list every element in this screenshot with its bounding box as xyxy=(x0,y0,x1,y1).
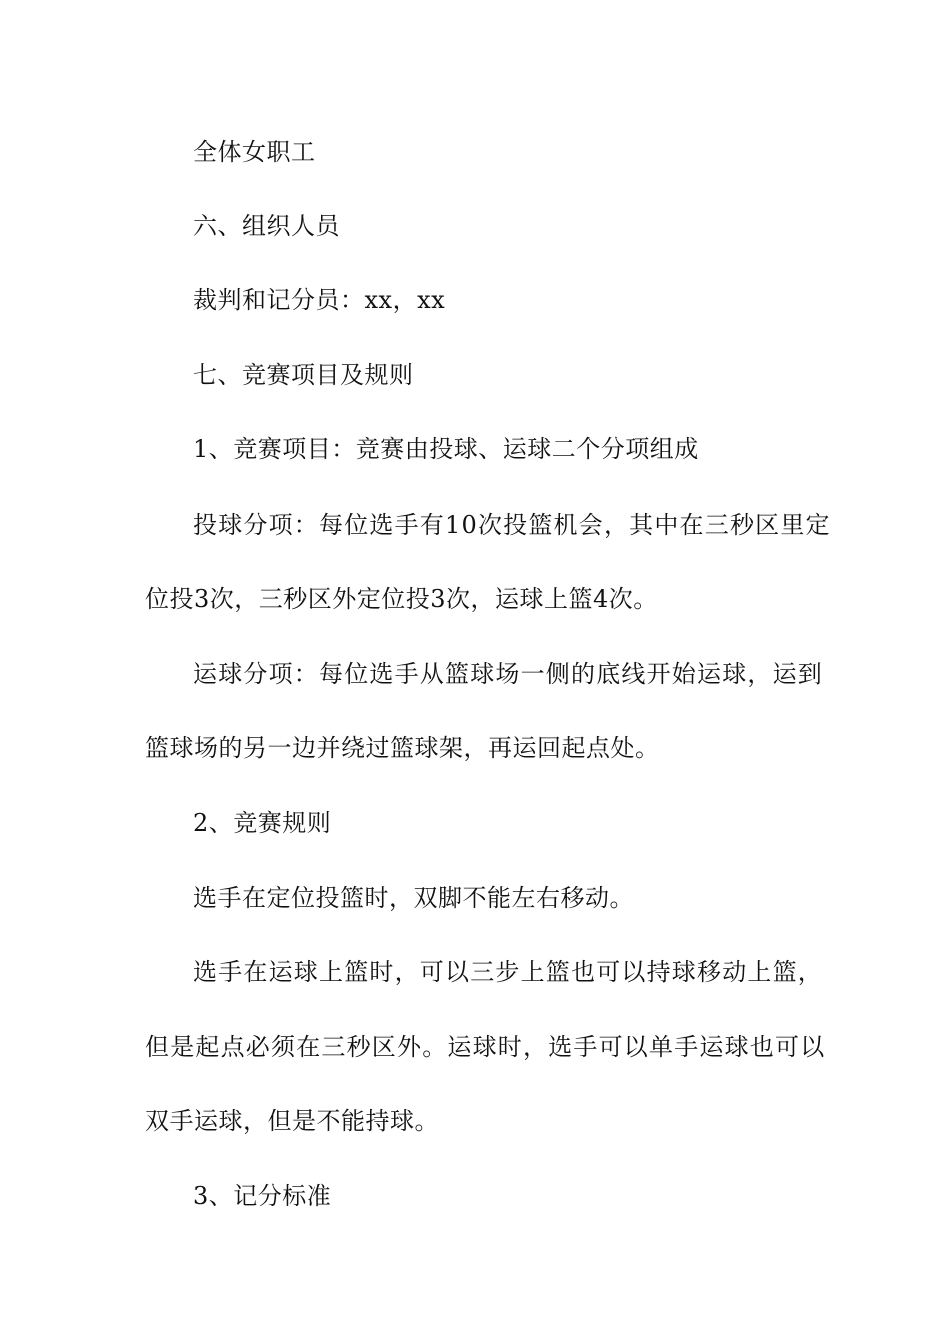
rule-fixed-shot: 选手在定位投篮时，双脚不能左右移动。 xyxy=(193,884,634,912)
shooting-paragraph-line-1: 投球分项：每位选手有10次投篮机会，其中在三秒区里定 xyxy=(193,511,831,539)
rule-layup-line-3: 双手运球，但是不能持球。 xyxy=(145,1107,439,1135)
section-seven-heading: 七、竞赛项目及规则 xyxy=(193,361,414,389)
dribbling-paragraph-line-1: 运球分项：每位选手从篮球场一侧的底线开始运球，运到 xyxy=(193,660,823,688)
subsection-two-heading: 2、竞赛规则 xyxy=(193,809,332,837)
subsection-three-heading: 3、记分标准 xyxy=(193,1182,332,1210)
shooting-paragraph-line-2: 位投3次，三秒区外定位投3次，运球上篮4次。 xyxy=(145,585,658,613)
dribbling-paragraph-line-2: 篮球场的另一边并绕过篮球架，再运回起点处。 xyxy=(145,734,660,762)
participants-text: 全体女职工 xyxy=(193,138,316,166)
section-six-heading: 六、组织人员 xyxy=(193,212,340,240)
rule-layup-line-2: 但是起点必须在三秒区外。运球时，选手可以单手运球也可以 xyxy=(145,1033,826,1061)
subsection-one-heading: 1、竞赛项目：竞赛由投球、运球二个分项组成 xyxy=(193,435,699,463)
rule-layup-line-1: 选手在运球上篮时，可以三步上篮也可以持球移动上篮， xyxy=(193,958,823,986)
referees-text: 裁判和记分员：xx，xx xyxy=(193,286,446,314)
